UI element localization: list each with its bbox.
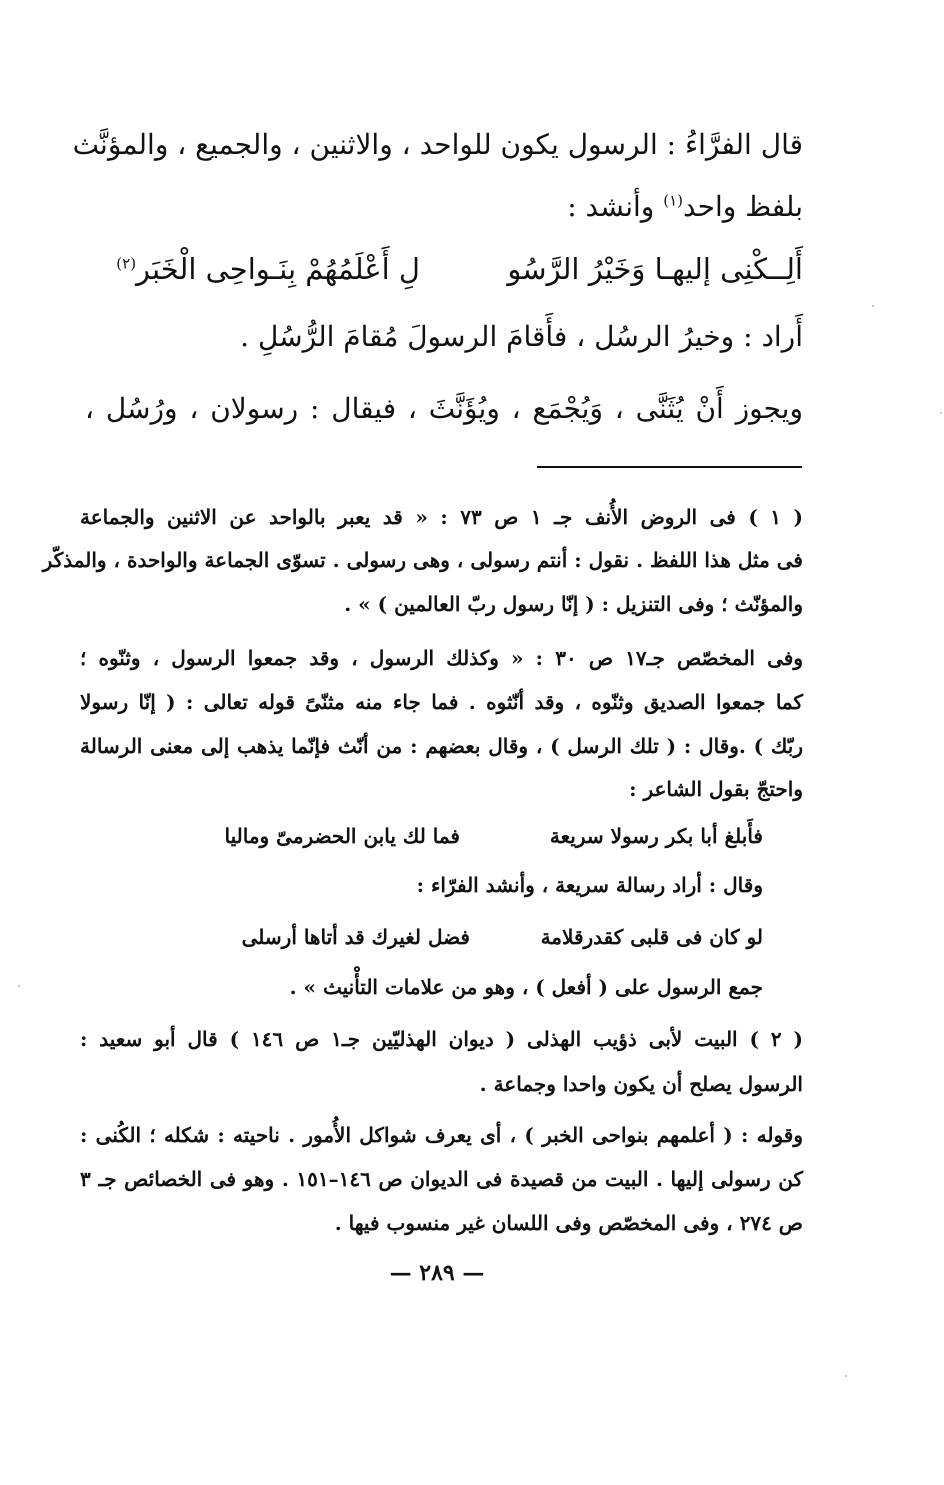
footnote-1-line-2: فى مثل هذا اللفظ . نقول : أنتم رسولى ، وهى رسولى . تسوّى الجماعة والواحدة ، والمذكّر xyxy=(42,548,803,572)
footnote-separator xyxy=(537,466,802,468)
body-line-2-text: بلفظ واحد xyxy=(682,190,803,223)
scan-speck xyxy=(872,305,874,307)
footnote-1-line-6: ربّك ) .وقال : ( تلك الرسل ) ، وقال بعضهم : من أنّث فإنّما يذهب إلى معنى الرسالة xyxy=(80,734,803,758)
scan-speck xyxy=(845,1375,847,1377)
scan-speck xyxy=(18,985,20,987)
body-line-2 xyxy=(450,190,803,223)
verse-hemistich-left-text: لِ أَعْلَمُهُمْ بِنَـواحِى الْخَبَر xyxy=(136,252,420,286)
footnote-1-line-9: جمع الرسول على ( أفعل ) ، وهو من علامات التأْنيث » . xyxy=(289,975,763,999)
footnote-2-line-1: ( ٢ ) البيت لأبى ذؤيب الهذلى ( ديوان الهذليّين جـ١ ص ١٤٦ ) قال أبو سعيد : xyxy=(80,1027,803,1051)
body-line-2-tail: وأنشد : xyxy=(567,190,664,223)
footnote-2-line-4: كن رسولى إليها . البيت من قصيدة فى الديوان ص ١٤٦–١٥١ . وهو فى الخصائص جـ ٣ xyxy=(80,1167,804,1191)
footnote-1-line-8: وقال : أراد رسالة سريعة ، وأنشد الفرّاء : xyxy=(416,873,763,897)
body-line-1: قال الفرَّاءُ : الرسول يكون للواحد ، والاثنين ، والجميع ، والمؤنَّث xyxy=(72,128,803,161)
verse-hemistich-right: أَلِــكْنِى إليهـا وَخَيْرُ الرَّسُو xyxy=(507,252,803,286)
footnote-2-line-5: ص ٢٧٤ ، وفى المخصّص وفى اللسان غير منسوب فيها . xyxy=(334,1211,803,1235)
footnote-1-line-3: والمؤنّث ؛ وفى التنزيل : ( إنّا رسول ربّ العالمين ) » . xyxy=(344,592,803,616)
page-number: — ٢٨٩ — xyxy=(389,1260,485,1286)
footnote-marker-1: (١) xyxy=(663,191,683,210)
footnote-1-line-5: كما جمعوا الصديق وثنّوه ، وقد أنّثوه . فما جاء منه مثنّىً قوله تعالى : ( إنّا رسولا xyxy=(80,690,803,714)
footnote-marker-2: (٢) xyxy=(116,254,137,273)
footnote-2-line-3: وقوله : ( أعلمهم بنواحى الخبر ) ، أى يعرف شواكل الأُمور . ناحيته : شكله ؛ الكُنى : xyxy=(80,1123,803,1147)
footnote-2-line-2: الرسول يصلح أن يكون واحدا وجماعة . xyxy=(479,1072,803,1096)
scan-speck xyxy=(940,412,942,414)
body-line-4: أَراد : وخيرُ الرسُل ، فأَقامَ الرسولَ مُقامَ الرُّسُلِ . xyxy=(240,320,803,353)
verse-hemistich-left xyxy=(95,252,420,286)
footnote-1-verse-1-right: فأَبلغ أبا بكر رسولا سريعة xyxy=(549,824,763,848)
footnote-1-verse-2-left: فضل لغيرك قد أتاها أرسلى xyxy=(241,925,470,949)
footnote-1-line-7: واحتجّ بقول الشاعر : xyxy=(629,777,803,801)
footnote-1-verse-1-left: فما لك يابن الحضرمىّ وماليا xyxy=(224,824,460,848)
footnote-1-line-4: وفى المخصّص جـ١٧ ص ٣٠ : « وكذلك الرسول ، وقد جمعوا الرسول ، وثنّوه ؛ xyxy=(80,646,804,670)
body-line-5: ويجوز أَنْ يُثَنَّى ، وَيُجْمَع ، ويُؤَنَّثَ ، فيقال : رسولان ، ورُسُل ، xyxy=(85,392,803,425)
footnote-1-line-1: ( ١ ) فى الروض الأُنف جـ ١ ص ٧٣ : « قد يعبر بالواحد عن الاثنين والجماعة xyxy=(80,505,803,529)
footnote-1-verse-2-right: لو كان فى قلبى كقدرقلامة xyxy=(540,925,763,949)
